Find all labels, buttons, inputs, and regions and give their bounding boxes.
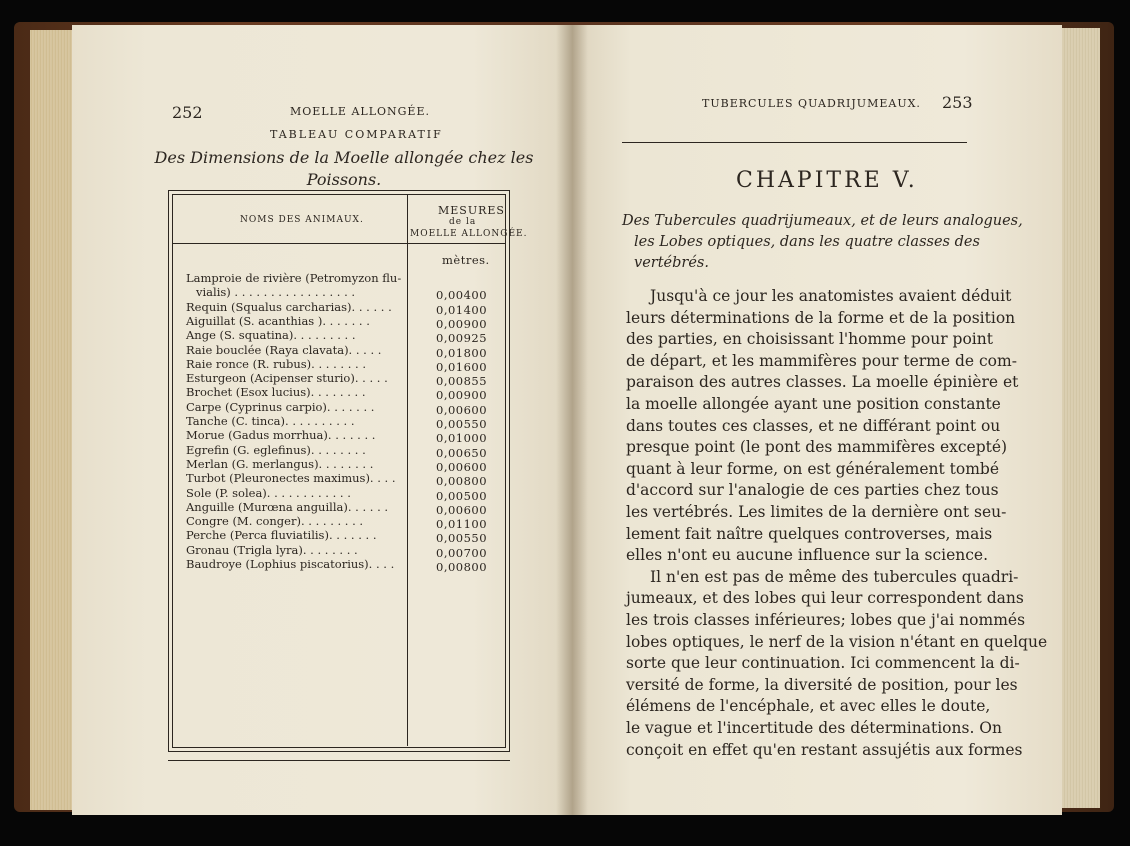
table-row-name: Tanche (C. tinca). . . . . . . . . . xyxy=(186,414,355,428)
body-text-line: lement fait naître quelques controverses, mais xyxy=(626,524,993,543)
table-row-value: 0,00600 xyxy=(436,502,488,517)
table-row-value: 0,00550 xyxy=(436,531,488,546)
table-row-name: Aiguillat (S. acanthias ). . . . . . . xyxy=(186,313,370,328)
body-text-line: presque point (le pont des mammifères excepté) xyxy=(626,438,1008,457)
table-row-name: Egrefin (G. eglefinus). . . . . . . . xyxy=(186,442,366,457)
table-row-name: Perche (Perca fluviatilis). . . . . . . xyxy=(186,528,377,543)
table-column-divider xyxy=(407,194,408,746)
table-row-value: 0,00650 xyxy=(436,445,488,460)
body-text-line: d'accord sur l'analogie de ces parties chez tous xyxy=(626,481,999,500)
body-text-line: la moelle allongée ayant une position constante xyxy=(626,395,1001,413)
book-gutter xyxy=(556,25,588,815)
body-text-line: conçoit en effet qu'en restant assujétis aux formes xyxy=(626,740,1023,759)
table-row-value: 0,00900 xyxy=(436,316,488,331)
table-row-name: Sole (P. solea). . . . . . . . . . . . xyxy=(186,485,351,500)
table-row-name: Lamproie de rivière (Petromyzon flu- xyxy=(186,271,402,285)
column-header-names: NOMS DES ANIMAUX. xyxy=(240,215,364,225)
table-row-name: Raie ronce (R. rubus). . . . . . . . xyxy=(186,356,366,371)
table-row-name: Baudroye (Lophius piscatorius). . . . xyxy=(186,557,395,571)
body-text-line: paraison des autres classes. La moelle épinière et xyxy=(626,373,1019,392)
running-head-right: TUBERCULES QUADRIJUMEAUX. xyxy=(702,97,921,110)
table-row-value: 0,00855 xyxy=(436,374,488,389)
table-row-value: 0,00900 xyxy=(436,388,488,403)
table-title: Des Dimensions de la Moelle allongée chez les Poissons. xyxy=(154,148,534,189)
table-row-value: 0,01800 xyxy=(436,345,488,360)
body-text-line: lobes optiques, le nerf de la vision n'étant en quelque xyxy=(626,632,1048,651)
table-bottom-rule xyxy=(168,760,510,761)
body-text-line: Il n'en est pas de même des tubercules quadri- xyxy=(650,567,1019,586)
running-head-left: MOELLE ALLONGÉE. xyxy=(290,105,430,118)
column-header-measures-2: de la xyxy=(449,217,477,227)
table-row-value: 0,00500 xyxy=(436,488,488,503)
table-row-value: 0,00925 xyxy=(436,331,488,346)
table-row-value: 0,01400 xyxy=(436,302,488,317)
page-number-right: 253 xyxy=(942,93,973,112)
chapter-heading: CHAPITRE V. xyxy=(736,168,918,193)
chapter-top-rule xyxy=(622,142,967,143)
unit-label: mètres. xyxy=(442,253,490,267)
chapter-subtitle-3: vertébrés. xyxy=(634,255,709,271)
table-row-name: Raie bouclée (Raya clavata). . . . . xyxy=(186,342,382,357)
table-row-name: Brochet (Esox lucius). . . . . . . . xyxy=(186,385,366,400)
table-row-name: Gronau (Trigla lyra). . . . . . . . xyxy=(186,542,358,557)
table-row-name: Esturgeon (Acipenser sturio). . . . . xyxy=(186,371,388,386)
column-header-measures-1: MESURES xyxy=(438,204,505,217)
body-text-line: jumeaux, et des lobes qui leur correspondent dans xyxy=(626,589,1024,608)
table-row-value: 0,01600 xyxy=(436,359,488,374)
body-text-line: sorte que leur continuation. Ici commencent la di- xyxy=(626,654,1020,673)
table-row-value: 0,00600 xyxy=(436,459,488,474)
body-text-line: versité de forme, la diversité de position, pour les xyxy=(626,675,1018,694)
body-text-line: elles n'ont eu aucune influence sur la science. xyxy=(626,546,989,565)
body-text-line: de départ, et les mammifères pour terme de com- xyxy=(626,351,1017,370)
table-row-name: Congre (M. conger). . . . . . . . . xyxy=(186,514,364,529)
table-row-value: 0,01100 xyxy=(436,517,488,532)
body-text-line: dans toutes ces classes, et ne différant point ou xyxy=(626,416,1001,435)
body-text-line: quant à leur forme, on est généralement tombé xyxy=(626,459,1000,478)
body-text-line: leurs déterminations de la forme et de la position xyxy=(626,308,1016,327)
table-row-name: Carpe (Cyprinus carpio). . . . . . . xyxy=(186,399,375,414)
table-row-name: Requin (Squalus carcharias). . . . . . xyxy=(186,299,392,314)
table-row-value: 0,00550 xyxy=(436,417,488,431)
left-page xyxy=(72,25,572,815)
chapter-subtitle-2: les Lobes optiques, dans les quatre classes des xyxy=(634,234,980,250)
table-row-value: 0,00400 xyxy=(436,288,488,303)
page-number-left: 252 xyxy=(172,103,203,122)
table-header-rule xyxy=(172,243,506,244)
table-row-name: vialis) . . . . . . . . . . . . . . . . . xyxy=(196,285,356,300)
table-row-value: 0,01000 xyxy=(436,431,488,446)
body-text-line: les vertébrés. Les limites de la dernière ont seu- xyxy=(626,503,1007,521)
body-text-line: élémens de l'encéphale, et avec elles le doute, xyxy=(626,697,991,716)
table-row-name: Morue (Gadus morrhua). . . . . . . xyxy=(186,428,376,443)
column-header-measures-3: MOELLE ALLONGÉE. xyxy=(410,229,528,239)
body-text-line: des parties, en choisissant l'homme pour point xyxy=(626,330,993,349)
body-text-line: le vague et l'incertitude des déterminations. On xyxy=(626,719,1002,737)
table-row-value: 0,00800 xyxy=(436,560,488,574)
chapter-subtitle-1: Des Tubercules quadrijumeaux, et de leurs analogues, xyxy=(622,213,1023,229)
right-page xyxy=(572,25,1062,815)
body-text-line: les trois classes inférieures; lobes que j'ai nommés xyxy=(626,611,1026,629)
table-row-value: 0,00600 xyxy=(436,402,488,417)
table-row-name: Ange (S. squatina). . . . . . . . . xyxy=(186,328,356,343)
body-text-line: Jusqu'à ce jour les anatomistes avaient déduit xyxy=(650,287,1012,305)
table-row-value: 0,00700 xyxy=(436,545,488,560)
table-row-name: Merlan (G. merlangus). . . . . . . . xyxy=(186,456,374,471)
table-row-name: Turbot (Pleuronectes maximus). . . . xyxy=(186,471,396,486)
table-row-value: 0,00800 xyxy=(436,474,488,489)
table-heading: TABLEAU COMPARATIF xyxy=(270,128,443,141)
table-row-name: Anguille (Murœna anguilla). . . . . . xyxy=(186,499,389,514)
